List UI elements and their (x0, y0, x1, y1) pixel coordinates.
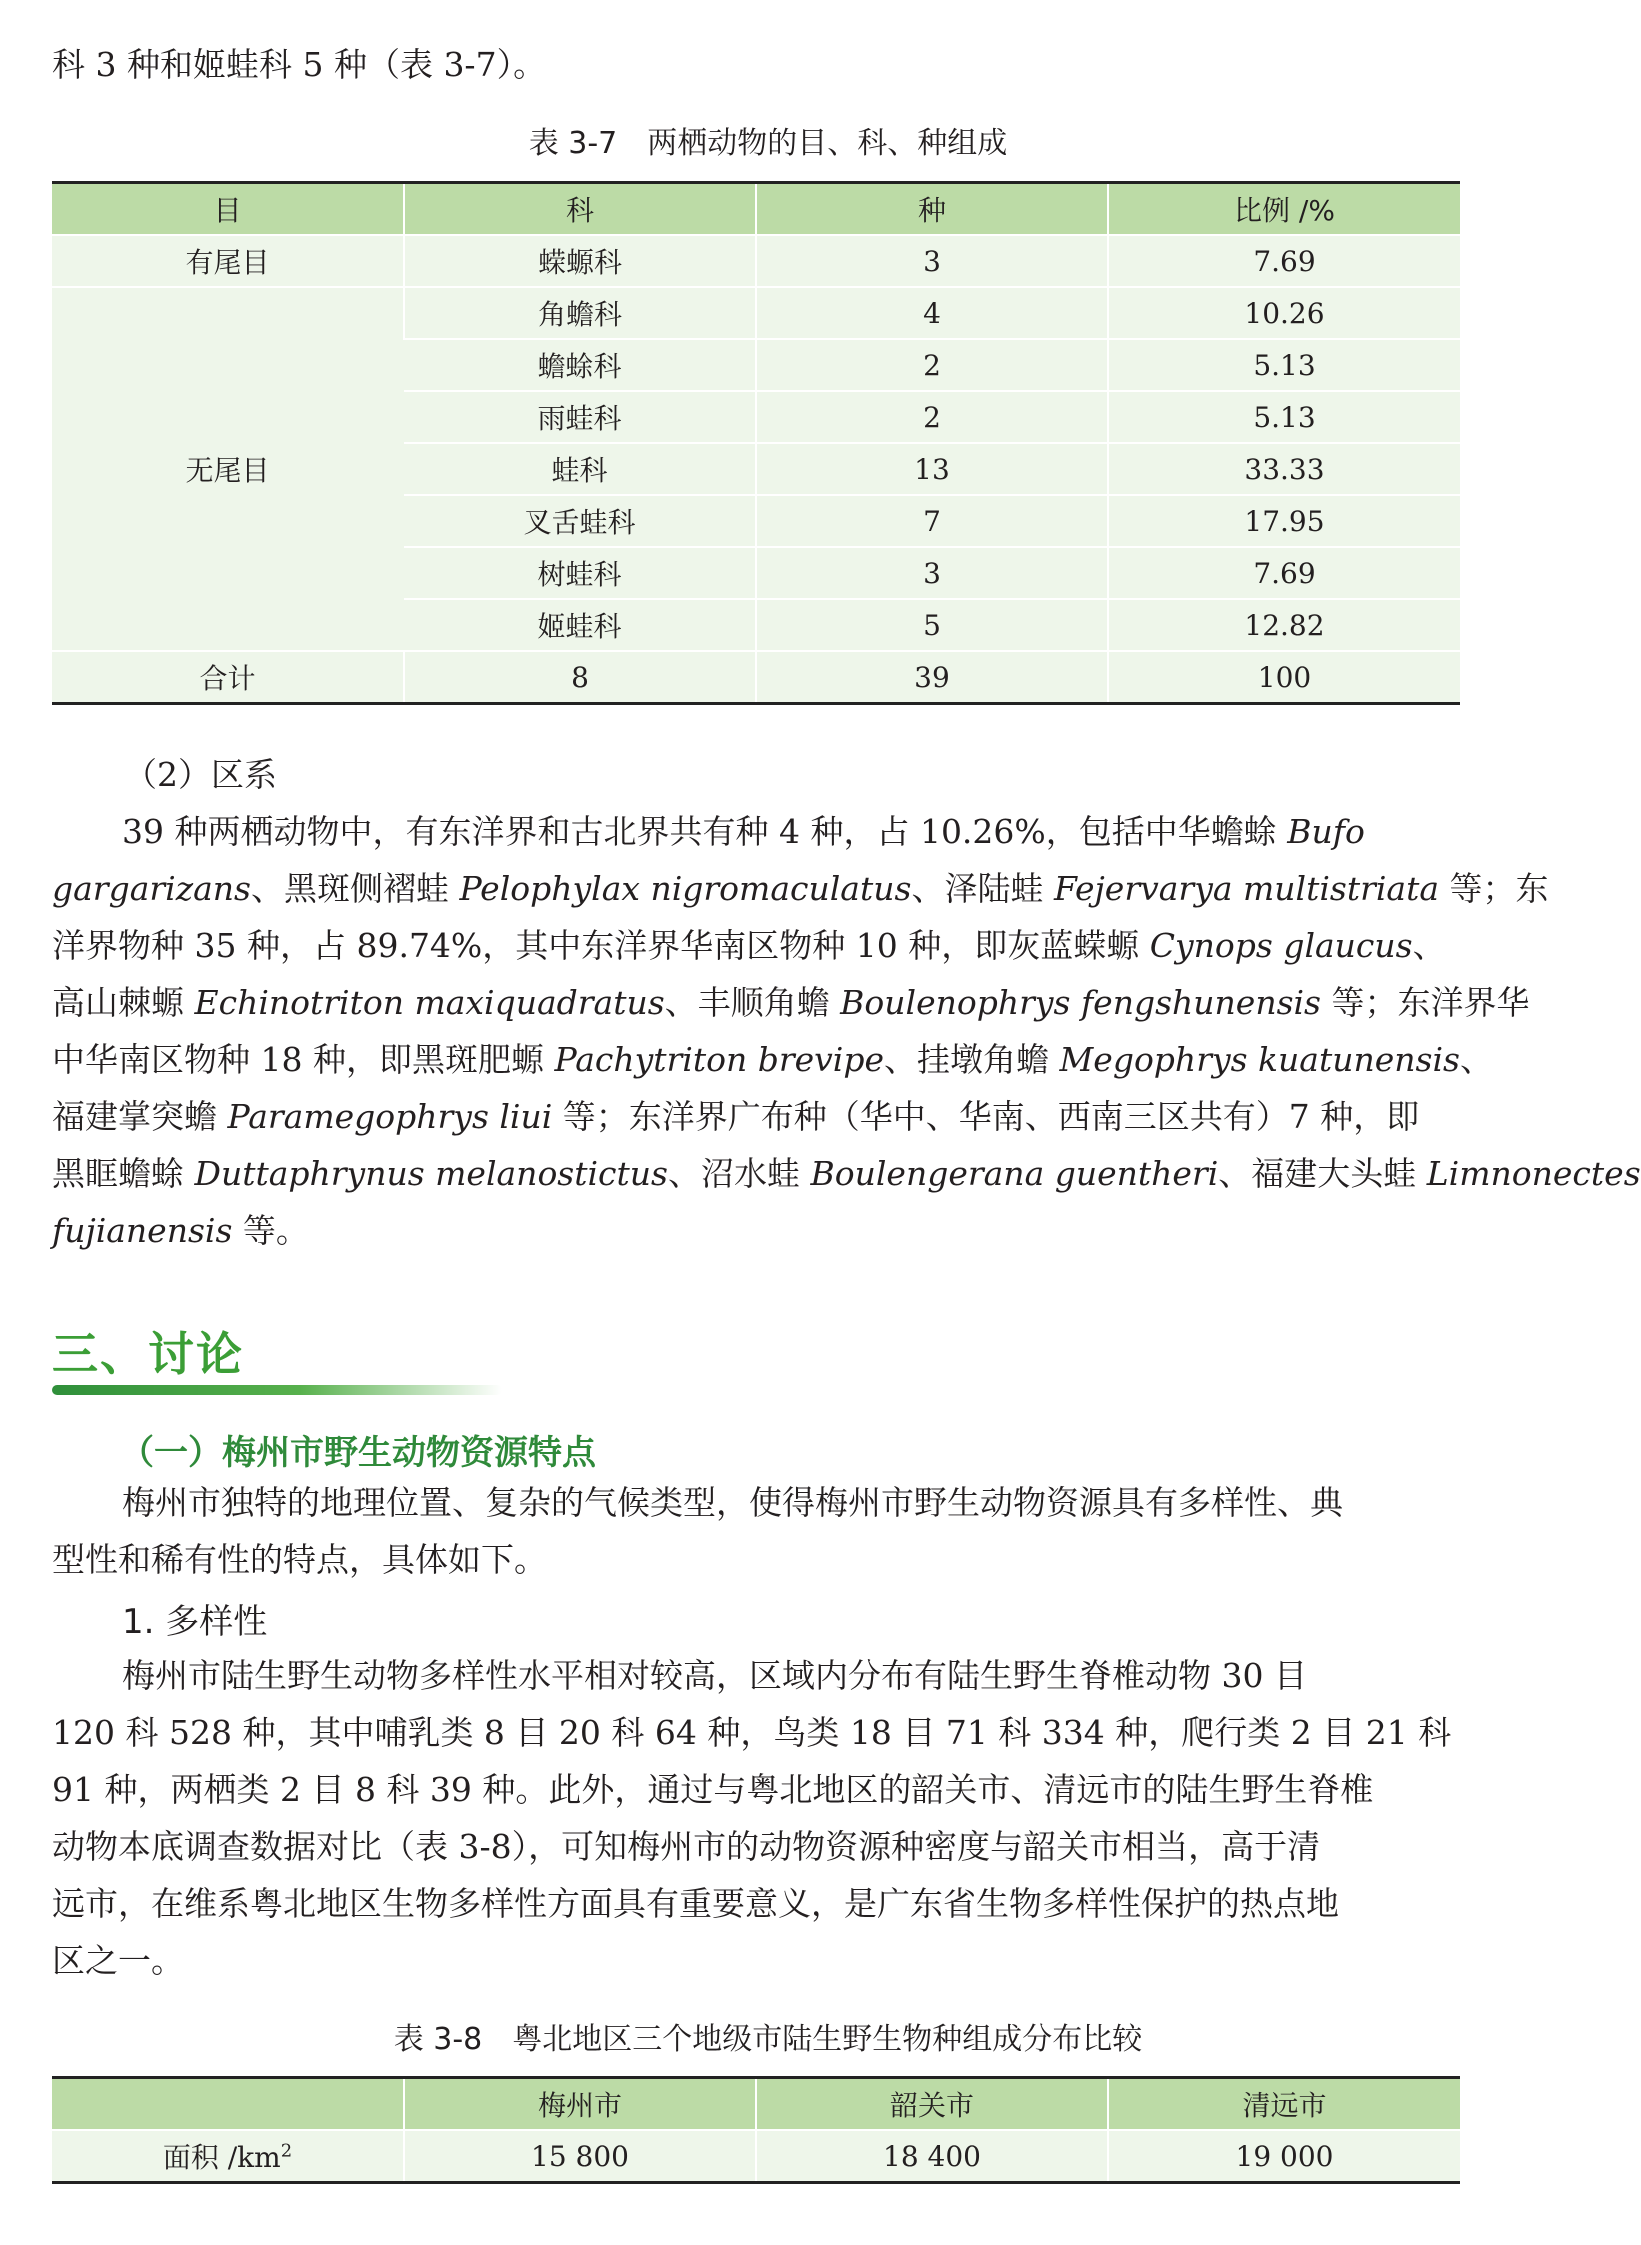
cell-total-label: 合计 (52, 651, 404, 704)
cell-species: 13 (756, 443, 1108, 495)
paragraph-line: 中华南区物种 18 种，即黑斑肥螈 Pachytriton brevipe、挂墩角蟾 Megophrys kuatunensis、 (52, 1040, 1493, 1079)
cell-species: 4 (756, 287, 1108, 339)
table-header-row (52, 183, 1460, 236)
cell-ratio: 7.69 (1108, 235, 1460, 287)
cell-species: 3 (756, 235, 1108, 287)
paragraph-line: 120 科 528 种，其中哺乳类 8 目 20 科 64 种，鸟类 18 目 71 科 334 种，爬行类 2 目 21 科 (52, 1713, 1452, 1752)
cell-total-species: 39 (756, 651, 1108, 704)
cell-order-merged: 无尾目 (52, 287, 404, 651)
paragraph-line: 福建掌突蟾 Paramegophrys liui 等；东洋界广布种（华中、华南、西南三区共有）7 种，即 (52, 1097, 1420, 1136)
cell-family: 树蛙科 (404, 547, 756, 599)
table-row (52, 2130, 1460, 2183)
header-qingyuan: 清远市 (1108, 2078, 1460, 2131)
cell-family: 蛙科 (404, 443, 756, 495)
table-row (52, 287, 1460, 339)
table-title: 两栖动物的目、科、种组成 (647, 126, 1008, 161)
header-species: 种 (756, 183, 1108, 236)
table-title: 粤北地区三个地级市陆生野生物种组成分布比较 (512, 2022, 1143, 2057)
cell-ratio: 7.69 (1108, 547, 1460, 599)
cell-area-label: 面积 $/km^2$ (52, 2130, 404, 2183)
header-shaoguan: 韶关市 (756, 2078, 1108, 2131)
cell-species: 2 (756, 339, 1108, 391)
cell-species: 2 (756, 391, 1108, 443)
cell-ratio: 17.95 (1108, 495, 1460, 547)
header-empty (52, 2078, 404, 2131)
table-3-8 (52, 2076, 1460, 2184)
table-header-row (52, 2078, 1460, 2131)
paragraph-line: 黑眶蟾蜍 Duttaphrynus melanostictus、沼水蛙 Boulengerana guentheri、福建大头蛙 Limnonectes (52, 1154, 1641, 1193)
paragraph-line: 远市，在维系粤北地区生物多样性方面具有重要意义，是广东省生物多样性保护的热点地 (52, 1884, 1339, 1923)
cell-ratio: 5.13 (1108, 391, 1460, 443)
paragraph-line: 型性和稀有性的特点，具体如下。 (52, 1540, 547, 1579)
cell-species: 7 (756, 495, 1108, 547)
paragraph-line: gargarizans、黑斑侧褶蛙 Pelophylax nigromaculatus、泽陆蛙 Fejervarya multistriata 等；东 (52, 869, 1549, 908)
cell-area-meizhou: 15 800 (404, 2130, 756, 2183)
paragraph-line: 91 种，两栖类 2 目 8 科 39 种。此外，通过与粤北地区的韶关市、清远市的陆生野生脊椎 (52, 1770, 1374, 1809)
header-meizhou: 梅州市 (404, 2078, 756, 2131)
cell-species: 3 (756, 547, 1108, 599)
subsection-heading: （一）梅州市野生动物资源特点 (120, 1433, 596, 1473)
cell-species: 5 (756, 599, 1108, 651)
table-row (52, 235, 1460, 287)
paragraph-line: fujianensis 等。 (52, 1211, 309, 1250)
cell-family: 姬蛙科 (404, 599, 756, 651)
paragraph-line: 洋界物种 35 种，占 89.74%，其中东洋界华南区物种 10 种，即灰蓝蝾螈 Cynops glaucus、 (52, 926, 1446, 965)
table-total-row (52, 651, 1460, 704)
table-number: 表 3-8 (393, 2022, 483, 2057)
cell-family: 蝾螈科 (404, 235, 756, 287)
paragraph-line: 梅州市独特的地理位置、复杂的气候类型，使得梅州市野生动物资源具有多样性、典 (122, 1483, 1343, 1522)
header-family: 科 (404, 183, 756, 236)
cell-area-qingyuan: 19 000 (1108, 2130, 1460, 2183)
cell-total-ratio: 100 (1108, 651, 1460, 704)
table-3-7 (52, 181, 1460, 705)
table-3-7-caption (0, 118, 1536, 162)
cell-family: 雨蛙科 (404, 391, 756, 443)
table-3-8-caption (0, 2014, 1536, 2058)
cell-area-shaoguan: 18 400 (756, 2130, 1108, 2183)
section-heading: （2）区系 (124, 755, 277, 794)
cell-ratio: 33.33 (1108, 443, 1460, 495)
cell-family: 蟾蜍科 (404, 339, 756, 391)
cell-order: 有尾目 (52, 235, 404, 287)
header-order: 目 (52, 183, 404, 236)
cell-ratio: 12.82 (1108, 599, 1460, 651)
item-heading: 1. 多样性 (122, 1602, 268, 1642)
intro-line: 科 3 种和姬蛙科 5 种（表 3-7）。 (52, 45, 547, 84)
cell-ratio: 5.13 (1108, 339, 1460, 391)
section-fauna (52, 746, 1641, 1259)
paragraph-features (52, 1474, 1460, 1588)
cell-family: 角蟾科 (404, 287, 756, 339)
paragraph-line: 高山棘螈 Echinotriton maxiquadratus、丰顺角蟾 Boulenophrys fengshunensis 等；东洋界华 (52, 983, 1530, 1022)
paragraph-line: 动物本底调查数据对比（表 3-8），可知梅州市的动物资源种密度与韶关市相当，高于清 (52, 1827, 1321, 1866)
cell-ratio: 10.26 (1108, 287, 1460, 339)
paragraph-diversity (52, 1647, 1460, 1989)
cell-total-family: 8 (404, 651, 756, 704)
paragraph-line: 区之一。 (52, 1941, 184, 1980)
header-ratio: 比例 /% (1108, 183, 1460, 236)
heading-underline (52, 1385, 502, 1395)
table-number: 表 3-7 (528, 126, 618, 161)
discussion-heading: 三、讨论 (52, 1327, 244, 1381)
paragraph-line: 梅州市陆生野生动物多样性水平相对较高，区域内分布有陆生野生脊椎动物 30 目 (122, 1656, 1307, 1695)
paragraph-line: 39 种两栖动物中，有东洋界和古北界共有种 4 种，占 10.26%，包括中华蟾蜍 Bufo (122, 812, 1365, 851)
cell-family: 叉舌蛙科 (404, 495, 756, 547)
